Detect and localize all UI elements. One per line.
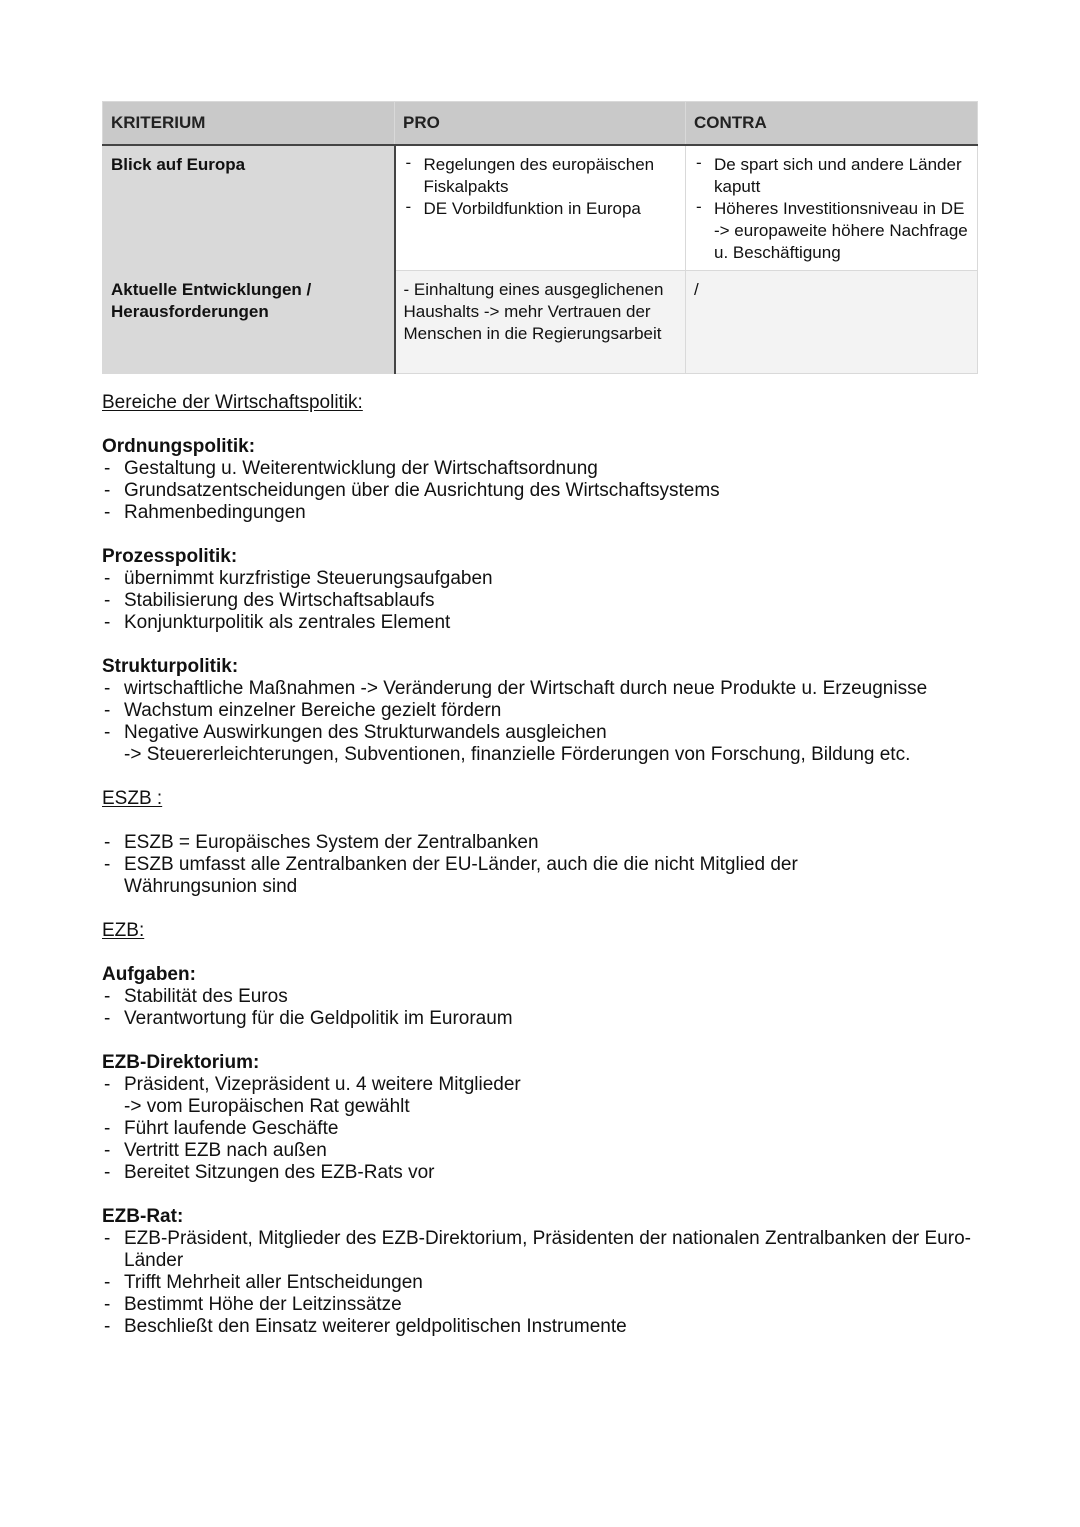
section-ezb-rat [102,1206,982,1338]
dash-bullet: - [405,152,412,172]
pro-cell [395,145,686,271]
dash-bullet: - [104,700,111,721]
bullet-list [102,1074,982,1184]
bullet-list [102,986,982,1030]
contra-cell: / [686,270,978,373]
section-prozesspolitik [102,546,982,634]
dash-bullet: - [104,1162,111,1183]
pro-list [404,154,678,220]
dash-bullet: - [104,986,111,1007]
section-heading: Ordnungspolitik: [102,436,256,457]
list-item: - Höheres Investitionsniveau in DE -> europaweite höhere Nachfrage u. Beschäftigung [696,196,968,262]
list-item: - Bereitet Sitzungen des EZB-Rats vor [104,1162,435,1183]
list-item: - Grundsatzentscheidungen über die Ausrichtung des Wirtschaftsystems [104,480,720,501]
criterion-cell: Aktuelle Entwicklungen / Herausforderungen [103,270,395,373]
section-heading: Aufgaben: [102,964,196,985]
list-item: - DE Vorbildfunktion in Europa [405,196,641,218]
dash-bullet: - [104,1228,111,1249]
list-item: - übernimmt kurzfristige Steuerungsaufgaben [104,568,493,589]
section-heading: Prozesspolitik: [102,546,238,567]
dash-bullet: - [104,678,111,699]
dash-bullet: - [104,1272,111,1293]
dash-bullet: - [104,612,111,633]
list-item: - EZB-Präsident, Mitglieder des EZB-Direktorium, Präsidenten der nationalen Zentralbanken der Euro-Länder [104,1228,971,1271]
section-strukturpolitik [102,656,982,766]
table-header-row [103,102,978,145]
list-item: - Konjunkturpolitik als zentrales Element [104,612,451,633]
list-item: - Stabilisierung des Wirtschaftsablaufs [104,590,435,611]
section-heading: EZB-Direktorium: [102,1052,260,1073]
dash-bullet: - [104,568,111,589]
list-item: - ESZB = Europäisches System der Zentralbanken [104,832,539,853]
section-title-bereiche: Bereiche der Wirtschaftspolitik: [102,392,363,413]
dash-bullet: - [104,832,111,853]
header-contra: CONTRA [686,102,978,145]
notes-content [102,392,982,1338]
bullet-list [102,678,982,766]
dash-bullet: - [104,502,111,523]
section-heading: EZB-Rat: [102,1206,184,1227]
dash-bullet: - [104,1140,111,1161]
list-item: - Verantwortung für die Geldpolitik im Euroraum [104,1008,513,1029]
arrow-subline: -> Steuererleichterungen, Subventionen, finanzielle Förderungen von Forschung, Bildung etc. [124,744,911,765]
dash-bullet: - [104,590,111,611]
header-pro: PRO [395,102,686,145]
dash-bullet: - [696,152,702,172]
list-item: - Gestaltung u. Weiterentwicklung der Wirtschaftsordnung [104,458,598,479]
list-item: - Rahmenbedingungen [104,502,306,523]
contra-cell [686,145,978,271]
header-kriterium: KRITERIUM [103,102,395,145]
list-item: - Negative Auswirkungen des Strukturwandels ausgleichen -> Steuererleichterungen, Subventionen, finanzielle Förderungen von Forschung, Bildung etc. [102,722,982,766]
section-title-eszb: ESZB : [102,788,163,809]
dash-bullet: - [405,196,412,216]
section-heading: Strukturpolitik: [102,656,239,677]
bullet-list [102,458,982,524]
arrow-subline: -> vom Europäischen Rat gewählt [124,1096,410,1117]
list-item: - Regelungen des europäischen Fiskalpakts [405,152,655,196]
criterion-cell: Blick auf Europa [103,145,395,271]
dash-bullet: - [104,1074,111,1095]
dash-bullet: - [104,854,111,875]
pro-cell: - Einhaltung eines ausgeglichenen Haushalts -> mehr Vertrauen der Menschen in die Regierungsarbeit [395,270,686,373]
list-item: - Wachstum einzelner Bereiche gezielt fördern [104,700,502,721]
section-aufgaben [102,964,982,1030]
pro-contra-table [102,101,978,374]
dash-bullet: - [104,1294,111,1315]
list-item: - Führt laufende Geschäfte [104,1118,339,1139]
list-item: - Beschließt den Einsatz weiterer geldpolitischen Instrumente [104,1316,627,1337]
section-eszb [102,788,982,898]
dash-bullet: - [104,722,111,743]
section-title-ezb: EZB: [102,920,145,941]
list-item: - Stabilität des Euros [104,986,288,1007]
list-item: - Bestimmt Höhe der Leitzinssätze [104,1294,402,1315]
table-row [103,145,978,271]
list-item: - Trifft Mehrheit aller Entscheidungen [104,1272,423,1293]
table-row [103,270,978,373]
list-item: - ESZB umfasst alle Zentralbanken der EU-Länder, auch die die nicht Mitglied der Währungsunion sind [104,854,798,897]
bullet-list [102,832,982,898]
dash-bullet: - [696,196,702,216]
dash-bullet: - [104,458,111,479]
dash-bullet: - [104,1008,111,1029]
section-ordnungspolitik [102,436,982,524]
list-item: - wirtschaftliche Maßnahmen -> Veränderung der Wirtschaft durch neue Produkte u. Erzeugnisse [104,678,928,699]
section-ezb-direktorium [102,1052,982,1184]
dash-bullet: - [104,1316,111,1337]
bullet-list [102,568,982,634]
list-item: - Vertritt EZB nach außen [104,1140,327,1161]
bullet-list [102,1228,982,1338]
contra-list [694,154,969,264]
list-item: - De spart sich und andere Länder kaputt [696,152,962,196]
dash-bullet: - [104,480,111,501]
list-item: - Präsident, Vizepräsident u. 4 weitere Mitglieder -> vom Europäischen Rat gewählt [102,1074,982,1118]
dash-bullet: - [104,1118,111,1139]
